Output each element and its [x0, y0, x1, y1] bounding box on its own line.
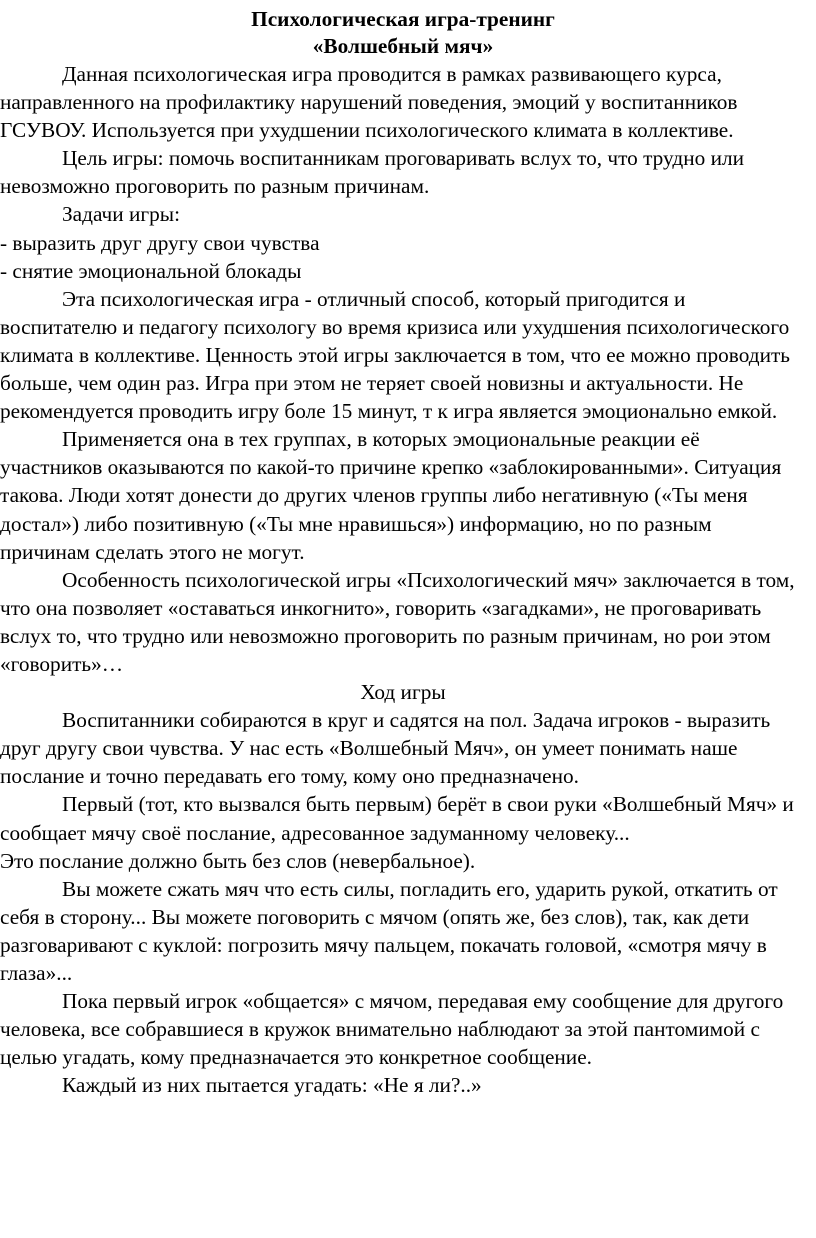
- paragraph-actions: Вы можете сжать мяч что есть силы, погладить его, ударить рукой, откатить от себя в сторону... Вы можете поговорить с мячом (опять же, без слов), так, как дети разговаривают с куклой: погрозить мячу пальцем, покачать головой, «смотря мячу в глаза»...: [0, 876, 778, 985]
- paragraph-value: Эта психологическая игра - отличный способ, который пригодится и воспитателю и педагогу психологу во время кризиса или ухудшения психологического климата в коллективе. Ценность этой игры заключается в том, что ее можно проводить больше, чем один раз. Игра при этом не теряет своей новизны и актуальности. Не рекомендуется проводить игру боле 15 минут, т к игра является эмоционально емкой.: [0, 286, 791, 424]
- paragraph-tasks-heading: Задачи игры:: [62, 202, 180, 227]
- title-line-2: «Волшебный мяч»: [312, 34, 494, 58]
- paragraph-nonverbal: Это послание должно быть без слов (невербальное).: [0, 848, 476, 873]
- paragraph-first-player: Первый (тот, кто вызвался быть первым) берёт в свои руки «Волшебный Мяч» и сообщает мячу своё послание, адресованное задуманному человеку...: [0, 792, 794, 845]
- list-item-task-1: - выразить друг другу свои чувства: [0, 230, 320, 255]
- paragraph-observation: Пока первый игрок «общается» с мячом, передавая ему сообщение для другого человека, все собравшиеся в кружок внимательно наблюдают за этой пантомимой с целью угадать, кому предназначается это конкретное сообщение.: [0, 989, 784, 1070]
- paragraph-intro: Данная психологическая игра проводится в рамках развивающего курса, направленного на профилактику нарушений поведения, эмоций у воспитанников ГСУВОУ. Используется при ухудшении психологического климата в коллективе.: [0, 62, 738, 143]
- paragraph-circle: Воспитанники собираются в круг и садятся на пол. Задача игроков - выразить друг другу свои чувства. У нас есть «Волшебный Мяч», он умеет понимать наше послание и точно передавать его тому, кому оно предназначено.: [0, 708, 771, 789]
- title-line-1: Психологическая игра-тренинг: [251, 7, 555, 31]
- section-heading-game-flow: Ход игры: [360, 680, 446, 705]
- paragraph-guess: Каждый из них пытается угадать: «Не я ли?..»: [62, 1073, 482, 1098]
- paragraph-application: Применяется она в тех группах, в которых эмоциональные реакции её участников оказываются по какой-то причине крепко «заблокированными». Ситуация такова. Люди хотят донести до других членов группы либо негативную («Ты меня достал») либо позитивную («Ты мне нравишься») информацию, но по разным причинам сделать этого не могут.: [0, 427, 782, 564]
- list-item-task-2: - снятие эмоциональной блокады: [0, 258, 302, 283]
- document-page: [0, 6, 806, 1099]
- paragraph-feature: Особенность психологической игры «Психологический мяч» заключается в том, что она позволяет «оставаться инкогнито», говорить «загадками», не проговаривать вслух то, что трудно или невозможно проговорить по разным причинам, но рои этом «говорить»…: [0, 567, 795, 676]
- document-title: [0, 6, 806, 60]
- paragraph-goal: Цель игры: помочь воспитанникам проговаривать вслух то, что трудно или невозможно проговорить по разным причинам.: [0, 146, 744, 199]
